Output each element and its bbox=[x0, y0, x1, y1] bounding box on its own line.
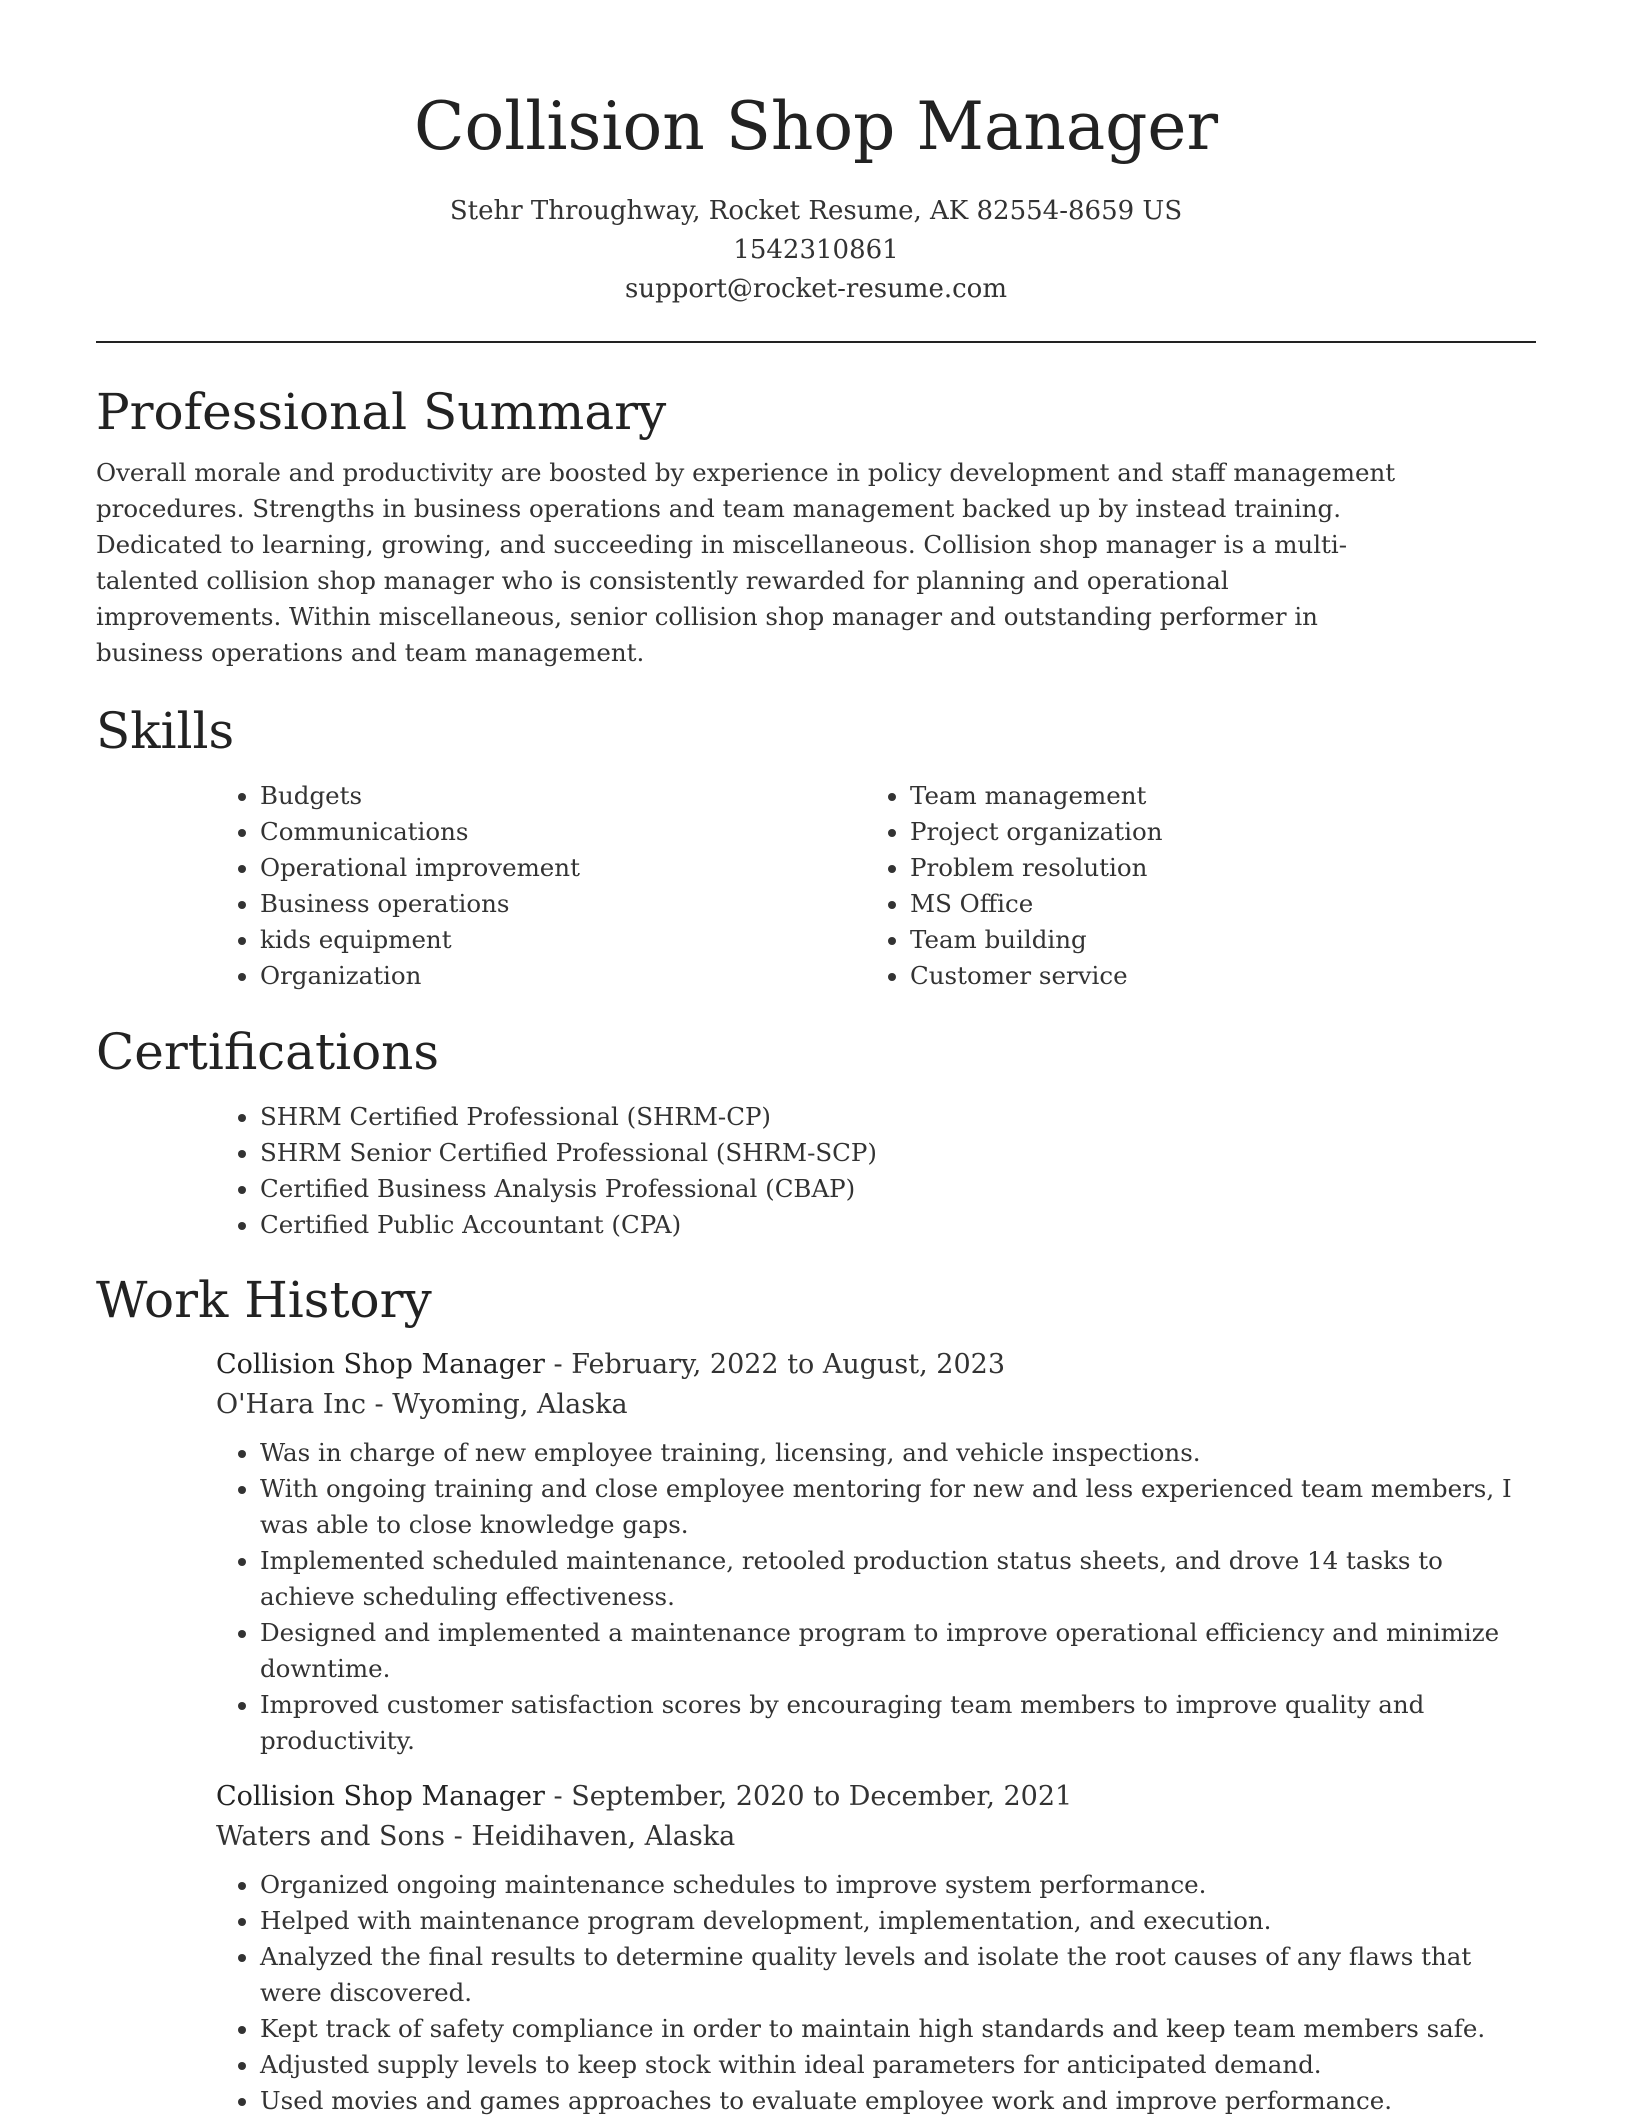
job-heading bbox=[216, 1777, 1536, 1817]
job-bullet: • Was in charge of new employee training, licensing, and vehicle inspections. bbox=[260, 1435, 1536, 1471]
job-bullet: • Designed and implemented a maintenance program to improve operational efficiency and minimize downtime. bbox=[260, 1615, 1536, 1687]
job-role: Collision Shop Manager bbox=[216, 1781, 545, 1812]
skill-item: • MS Office bbox=[910, 886, 1516, 922]
job-dates: - September, 2020 to December, 2021 bbox=[544, 1781, 1073, 1812]
job-entry bbox=[216, 1345, 1536, 1759]
job-entry bbox=[216, 1777, 1536, 2119]
skill-item: • Communications bbox=[260, 814, 866, 850]
skill-item: • Operational improvement bbox=[260, 850, 866, 886]
job-location: - Wyoming, Alaska bbox=[365, 1389, 628, 1420]
certification-item: • SHRM Certified Professional (SHRM-CP) bbox=[260, 1099, 1536, 1135]
skills-column-right bbox=[866, 778, 1516, 994]
job-bullet: • Implemented scheduled maintenance, retooled production status sheets, and drove 14 tasks to achieve scheduling effectiveness. bbox=[260, 1543, 1536, 1615]
job-company: O'Hara Inc bbox=[216, 1389, 366, 1420]
certification-item: • SHRM Senior Certified Professional (SHRM-SCP) bbox=[260, 1135, 1536, 1171]
skills-columns bbox=[216, 778, 1536, 994]
job-dates: - February, 2022 to August, 2023 bbox=[544, 1349, 1006, 1380]
skill-item: • Team management bbox=[910, 778, 1516, 814]
resume-header bbox=[96, 84, 1536, 309]
job-bullet: • Helped with maintenance program development, implementation, and execution. bbox=[260, 1903, 1536, 1939]
skill-item: • Business operations bbox=[260, 886, 866, 922]
certifications-section bbox=[96, 1021, 1536, 1243]
summary-title: Professional Summary bbox=[96, 383, 667, 441]
work-history-title: Work History bbox=[96, 1271, 432, 1329]
job-employer bbox=[216, 1385, 1536, 1425]
skill-item: • Budgets bbox=[260, 778, 866, 814]
job-bullet: • Organized ongoing maintenance schedules to improve system performance. bbox=[260, 1867, 1536, 1903]
phone: 1542310861 bbox=[733, 235, 899, 265]
skill-item: • Team building bbox=[910, 922, 1516, 958]
skill-item: • Customer service bbox=[910, 958, 1516, 994]
skill-item: • Problem resolution bbox=[910, 850, 1516, 886]
certification-item: • Certified Business Analysis Professional (CBAP) bbox=[260, 1171, 1536, 1207]
summary-section bbox=[96, 381, 1536, 671]
skill-item: • Project organization bbox=[910, 814, 1516, 850]
job-heading bbox=[216, 1345, 1536, 1385]
address: Stehr Throughway, Rocket Resume, AK 82554-8659 US bbox=[449, 196, 1183, 226]
candidate-name: Collision Shop Manager bbox=[413, 88, 1219, 165]
email: support@rocket-resume.com bbox=[624, 274, 1007, 304]
skills-column-left bbox=[216, 778, 866, 994]
job-role: Collision Shop Manager bbox=[216, 1349, 545, 1380]
job-company: Waters and Sons bbox=[216, 1821, 446, 1852]
job-bullet: • Analyzed the final results to determine quality levels and isolate the root causes of any flaws that were discovered. bbox=[260, 1939, 1536, 2011]
job-bullet: • With ongoing training and close employee mentoring for new and less experienced team members, I was able to close knowledge gaps. bbox=[260, 1471, 1536, 1543]
job-employer bbox=[216, 1817, 1536, 1857]
certifications-title: Certifications bbox=[96, 1023, 440, 1081]
job-bullet: • Improved customer satisfaction scores by encouraging team members to improve quality and productivity. bbox=[260, 1687, 1536, 1759]
skills-section bbox=[96, 700, 1536, 994]
work-history-section bbox=[96, 1269, 1536, 2119]
skill-item: • kids equipment bbox=[260, 922, 866, 958]
job-bullet: • Kept track of safety compliance in order to maintain high standards and keep team members safe. bbox=[260, 2011, 1536, 2047]
job-location: - Heidihaven, Alaska bbox=[445, 1821, 736, 1852]
job-bullet: • Used movies and games approaches to evaluate employee work and improve performance. bbox=[260, 2083, 1536, 2119]
job-bullet: • Adjusted supply levels to keep stock within ideal parameters for anticipated demand. bbox=[260, 2047, 1536, 2083]
skills-title: Skills bbox=[96, 702, 235, 760]
summary-text: Overall morale and productivity are boosted by experience in policy development and staff management procedures. Strengths in business operations and team management backed up by instead training. Dedicated to learning, growing, and succeeding in miscellaneous. Collision shop manager is a multi-talented collision shop manager who is consistently rewarded for planning and operational improvements. Within miscellaneous, senior collision shop manager and outstanding performer in business operations and team management. bbox=[96, 458, 1396, 667]
certification-item: • Certified Public Accountant (CPA) bbox=[260, 1207, 1536, 1243]
header-divider bbox=[96, 341, 1536, 343]
skill-item: • Organization bbox=[260, 958, 866, 994]
